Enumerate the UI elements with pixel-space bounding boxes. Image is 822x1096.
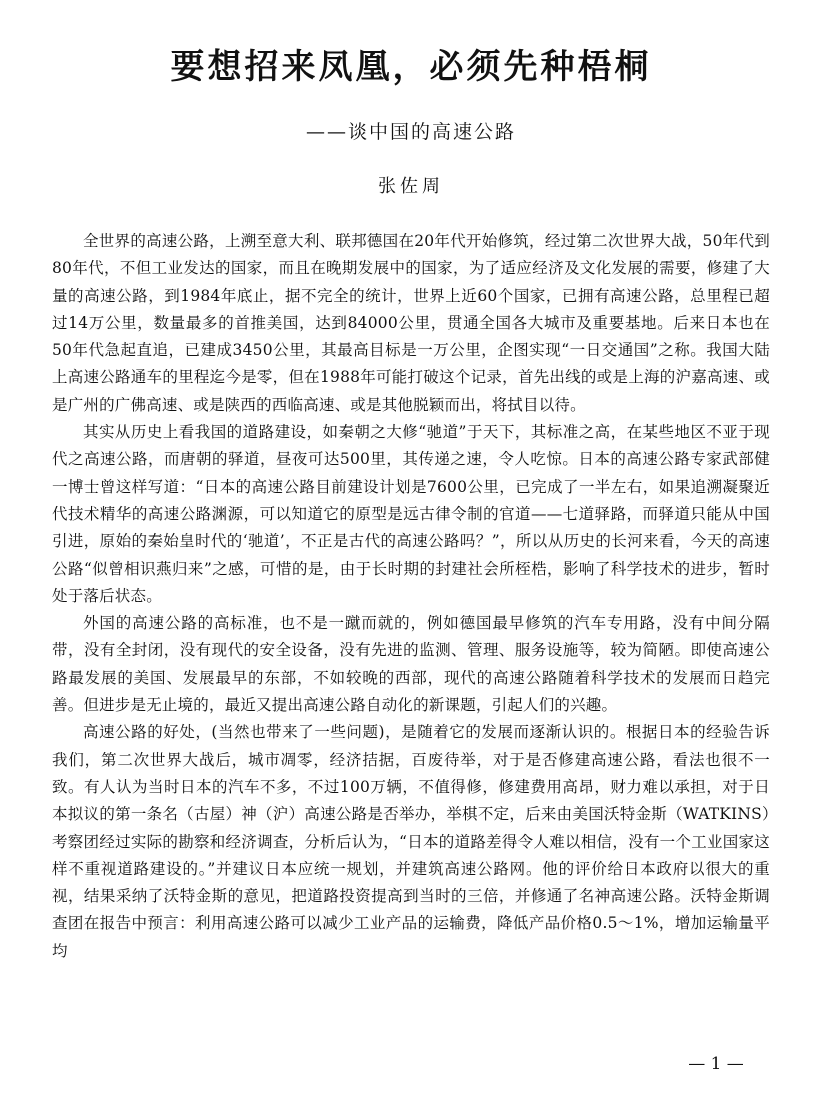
- paragraph-4: 高速公路的好处，(当然也带来了一些问题)，是随着它的发展而逐渐认识的。根据日本的经验告诉我们，第二次世界大战后，城市凋零，经济拮据，百废待举，对于是否修建高速公路，看法也很不一致。有人认为当时日本的汽车不多，不过100万辆，不值得修，修建费用高昂，财力难以承担，对于日本拟议的第一条名（古屋）神（沪）高速公路是否举办，举棋不定，后来由美国沃特金斯（WATKINS）考察团经过实际的勘察和经济调查，分析后认为，“日本的道路差得令人难以相信，没有一个工业国家这样不重视道路建设的。”并建议日本应统一规划，并建筑高速公路网。他的评价给日本政府以很大的重视，结果采纳了沃特金斯的意见，把道路投资提高到当时的三倍，并修通了名神高速公路。沃特金斯调查团在报告中预言：利用高速公路可以减少工业产品的运输费，降低产品价格0.5～1%，增加运输量平均: [52, 723, 770, 960]
- paragraph-1: 全世界的高速公路，上溯至意大利、联邦德国在20年代开始修筑，经过第二次世界大战，50年代到80年代，不但工业发达的国家，而且在晚期发展中的国家，为了适应经济及文化发展的需要，修建了大量的高速公路，到1984年底止，据不完全的统计，世界上近60个国家，已拥有高速公路，总里程已超过14万公里，数量最多的首推美国，达到84000公里，贯通全国各大城市及重要基地。后来日本也在50年代急起直追，已建成3450公里，其最高目标是一万公里，企图实现“一日交通国”之称。我国大陆上高速公路通车的里程迄今是零，但在1988年可能打破这个记录，首先出线的或是上海的沪嘉高速、或是广州的广佛高速、或是陕西的西临高速、或是其他脱颖而出，将拭目以待。: [52, 232, 770, 414]
- article-title: 要想招来凤凰，必须先种梧桐: [170, 47, 652, 87]
- article-subtitle: ——谈中国的高速公路: [305, 121, 516, 143]
- paragraph-3: 外国的高速公路的高标准，也不是一蹴而就的，例如德国最早修筑的汽车专用路，没有中间分隔带，没有全封闭，没有现代的安全设备，没有先进的监测、管理、服务设施等，较为简陋。即使高速公路最发展的美国、发展最早的东部，不如较晚的西部，现代的高速公路随着科学技术的发展而日趋完善。但进步是无止境的，最近又提出高速公路自动化的新课题，引起人们的兴趣。: [52, 614, 770, 715]
- page-number: — 1 —: [688, 1054, 744, 1074]
- article-body: [52, 228, 770, 965]
- author-name: 张佐周: [378, 176, 444, 197]
- paragraph-2: 其实从历史上看我国的道路建设，如秦朝之大修“驰道”于天下，其标准之高，在某些地区不亚于现代之高速公路，而唐朝的驿道，昼夜可达500里，其传递之速，令人吃惊。日本的高速公路专家武部健一博士曾这样写道：“日本的高速公路目前建设计划是7600公里，已完成了一半左右，如果追溯凝聚近代技术精华的高速公路渊源，可以知道它的原型是远古律令制的官道——七道驿路，而驿道只能从中国引进，原始的秦始皇时代的‘驰道’，不正是古代的高速公路吗？”，所以从历史的长河来看，今天的高速公路“似曾相识燕归来”之感，可惜的是，由于长时期的封建社会所桎梏，影响了科学技术的进步，暂时处于落后状态。: [52, 423, 770, 605]
